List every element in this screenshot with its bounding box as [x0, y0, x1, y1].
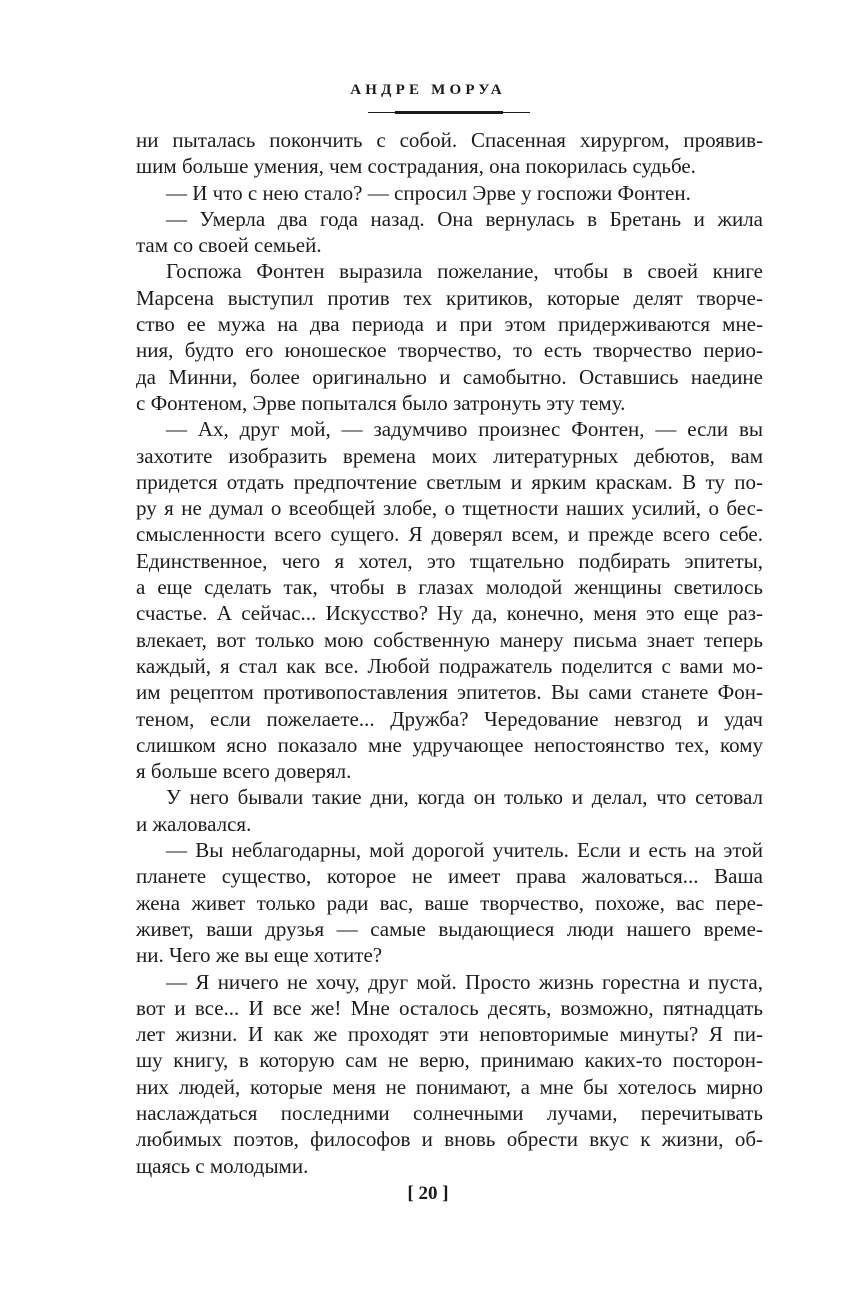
running-head-author: АНДРЕ МОРУА	[350, 82, 506, 98]
text-line: с Фонтеном, Эрве попытался было затронуть эту тему.	[136, 390, 626, 415]
text-line: лет жизни. И как же проходят эти неповторимые минуты? Я пи-	[136, 1022, 763, 1047]
text-line: наслаждаться последними солнечными лучами, перечитывать	[136, 1100, 763, 1125]
text-line: ни пыталась покончить с собой. Спасенная хирургом, проявив-	[136, 128, 763, 152]
text-line: них людей, которые меня не понимают, а мне бы хотелось мирно	[136, 1074, 763, 1099]
text-line: ство ее мужа на два периода и при этом придерживаются мне-	[136, 312, 763, 337]
text-line: каждый, я стал как все. Любой подражатель поделится с вами мо-	[136, 653, 763, 678]
text-line: жена живет только ради вас, ваше творчество, похоже, вас пере-	[136, 890, 763, 915]
text-line: — Я ничего не хочу, друг мой. Просто жизнь горестна и пуста,	[166, 969, 763, 994]
text-line: — Умерла два года назад. Она вернулась в Бретань и жила	[166, 206, 763, 231]
text-line: шу книгу, в которую сам не верю, принимаю каких-то посторон-	[136, 1048, 763, 1073]
text-line: шим больше умения, чем сострадания, она покорилась судьбе.	[136, 154, 696, 179]
text-line: Госпожа Фонтен выразила пожелание, чтобы в своей книге	[166, 259, 763, 284]
text-line: слишком ясно показало мне удручающее непостоянство тех, кому	[136, 732, 763, 757]
text-line: им рецептом противопоставления эпитетов. Вы сами станете Фон-	[136, 680, 763, 705]
header-rule-thick	[395, 111, 503, 114]
text-line: — И что с нею стало? — спросил Эрве у госпожи Фонтен.	[166, 180, 691, 205]
page-number: [ 20 ]	[407, 1183, 449, 1204]
text-line: У него бывали такие дни, когда он только и делал, что сетовал	[166, 785, 763, 810]
text-line: Марсена выступил против тех критиков, которые делят творче-	[136, 285, 763, 310]
text-line: и жаловался.	[136, 811, 252, 836]
text-line: захотите изобразить времена моих литературных дебютов, вам	[136, 443, 763, 468]
text-line: придется отдать предпочтение светлым и ярким краскам. В ту по-	[136, 469, 763, 494]
text-line: да Минни, более оригинально и самобытно. Оставшись наедине	[136, 364, 763, 389]
text-line: там со своей семьей.	[136, 233, 322, 258]
text-line: вот и все... И все же! Мне осталось десять, возможно, пятнадцать	[136, 995, 763, 1020]
text-line: влекает, вот только мою собственную манеру письма знает теперь	[136, 627, 763, 652]
text-line: планете существо, которое не имеет права жаловаться... Ваша	[136, 864, 763, 889]
text-line: Единственное, чего я хотел, это тщательно подбирать эпитеты,	[136, 548, 763, 573]
text-line: смысленности всего сущего. Я доверял всем, и прежде всего себе.	[136, 522, 763, 547]
text-line: — Вы неблагодарны, мой дорогой учитель. Если и есть на этой	[166, 838, 763, 863]
text-line: ни. Чего же вы еще хотите?	[136, 943, 383, 968]
text-line: любимых поэтов, философов и вновь обрести вкус к жизни, об-	[136, 1127, 763, 1152]
text-line: ния, будто его юношеское творчество, то есть творчество перио-	[136, 338, 763, 363]
text-line: теном, если пожелаете... Дружба? Чередование невзгод и удач	[136, 706, 763, 731]
text-line: — Ах, друг мой, — задумчиво произнес Фонтен, — если вы	[166, 417, 763, 442]
text-line: а еще сделать так, чтобы в глазах молодой женщины светилось	[136, 575, 763, 600]
text-line: ру я не думал о всеобщей злобе, о тщетности наших усилий, о бес-	[136, 496, 763, 521]
text-line: счастье. А сейчас... Искусство? Ну да, конечно, меня это еще раз-	[136, 601, 763, 626]
body-text	[136, 127, 763, 1179]
text-line: щаясь с молодыми.	[136, 1153, 309, 1178]
text-line: живет, ваши друзья — самые выдающиеся люди нашего време-	[136, 916, 763, 941]
text-line: я больше всего доверял.	[136, 759, 352, 784]
